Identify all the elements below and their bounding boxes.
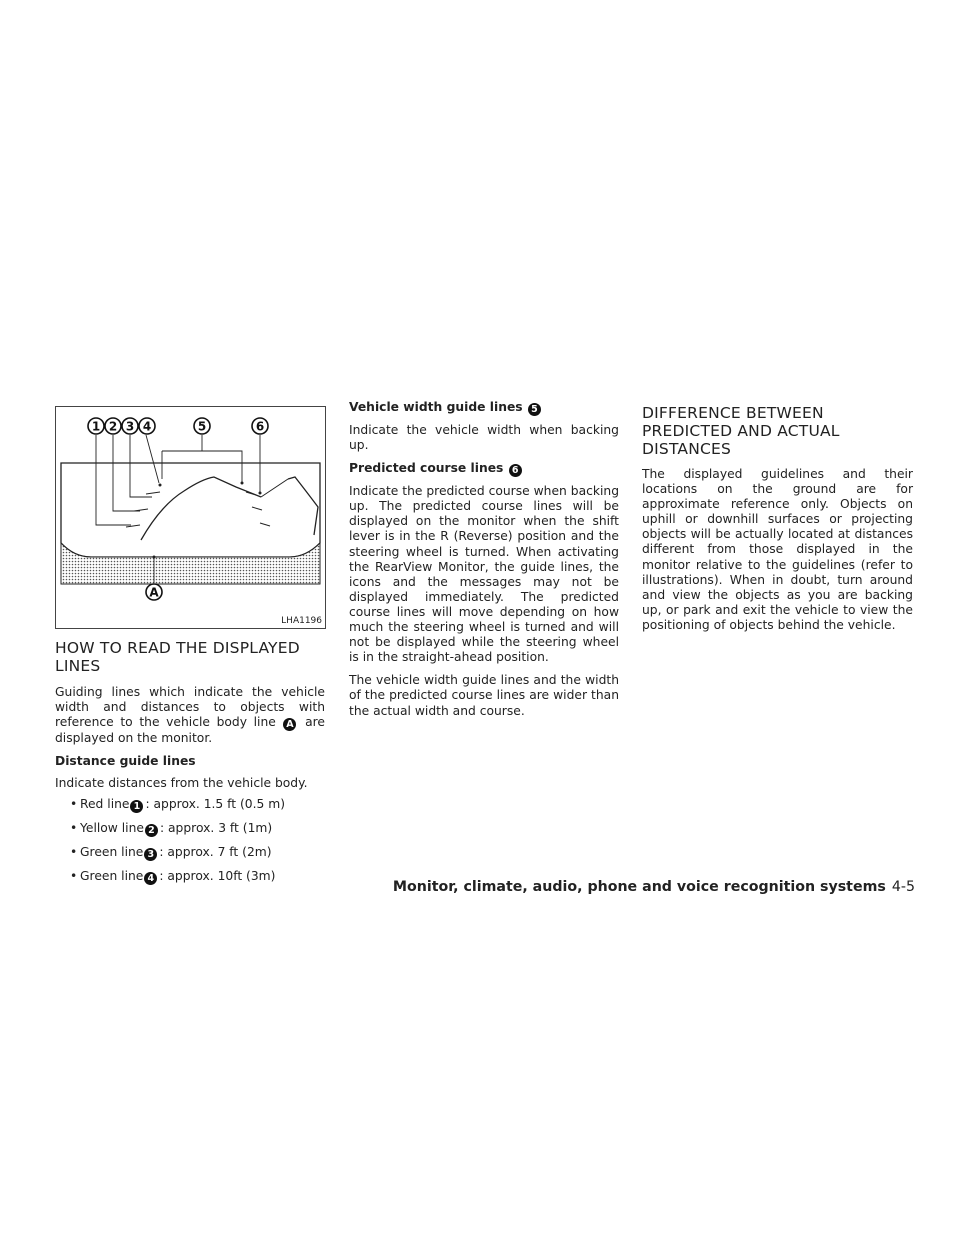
predicted-course-text: Indicate the predicted course when backing up. The predicted course lines will be displayed on the monitor when the shift lever is in the R (Reverse) position and the steering wheel is turned. When activating the RearView Monitor, the guide lines, the icons and the messages may not be displayed immediately. The predicted course lines will move depending on how much the steering wheel is turned and will not be displayed while the steering wheel is in the straight-ahead position. (349, 484, 619, 665)
callout-2 (105, 418, 121, 434)
vehicle-width-heading: Vehicle width guide lines 5 (349, 400, 619, 416)
column-2 (349, 400, 619, 727)
marker-a: A (283, 718, 296, 731)
callout-5 (194, 418, 210, 434)
intro-paragraph (55, 685, 325, 746)
svg-text:5: 5 (197, 419, 207, 434)
marker-6: 6 (509, 464, 522, 477)
callout-1 (88, 418, 104, 434)
figure-code: LHA1196 (281, 616, 322, 626)
page-number: 4-5 (891, 879, 915, 895)
section-heading-displayed-lines: HOW TO READ THE DISPLAYED LINES (55, 639, 300, 675)
column-3 (642, 400, 913, 641)
predicted-course-heading: Predicted course lines 6 (349, 461, 619, 477)
callout-6 (252, 418, 268, 434)
svg-text:4: 4 (142, 419, 152, 434)
distance-list (55, 797, 325, 885)
vehicle-width-text: Indicate the vehicle width when backing up. (349, 423, 619, 453)
distance-guide-heading: Distance guide lines (55, 754, 196, 769)
marker-3: 3 (144, 848, 157, 861)
svg-text:A: A (149, 585, 159, 600)
marker-2: 2 (145, 824, 158, 837)
list-item: • Green line 3 : approx. 7 ft (2m) (70, 845, 272, 861)
marker-5: 5 (528, 403, 541, 416)
list-item: • Yellow line 2 : approx. 3 ft (1m) (70, 821, 273, 837)
distance-intro: Indicate distances from the vehicle body. (55, 776, 308, 791)
illustration-drawing (56, 407, 325, 628)
callout-4 (139, 418, 155, 434)
callout-3 (122, 418, 138, 434)
svg-text:1: 1 (91, 419, 101, 434)
svg-text:3: 3 (125, 419, 135, 434)
difference-text: The displayed guidelines and their locations on the ground are for approximate reference only. Objects on uphill or downhill surfaces or projecting objects will be actually located at distances different from those displayed in the monitor relative to the guidelines (refer to illustrations). When in doubt, turn around and view the objects as you are backing up, or park and exit the vehicle to view the positioning of objects behind the vehicle. (642, 467, 913, 632)
svg-text:6: 6 (255, 419, 265, 434)
svg-text:2: 2 (108, 419, 118, 434)
marker-1: 1 (130, 800, 143, 813)
list-item: • Red line 1 : approx. 1.5 ft (0.5 m) (70, 797, 286, 813)
section-heading-difference: DIFFERENCE BETWEEN PREDICTED AND ACTUAL DISTANCES (642, 404, 840, 458)
intro-text-after: are displayed on the monitor. (55, 715, 325, 746)
column-1 (55, 400, 325, 893)
width-note-text: The vehicle width guide lines and the width of the predicted course lines are wider than the actual width and course. (349, 673, 619, 718)
list-item: • Green line 4 : approx. 10ft (3m) (70, 869, 276, 885)
marker-4: 4 (144, 872, 157, 885)
callout-a (146, 584, 162, 600)
page-footer (393, 879, 915, 895)
intro-text-before: Guiding lines which indicate the vehicle width and distances to objects with reference to the vehicle body line (55, 685, 325, 730)
rearview-guide-lines-illustration (55, 406, 326, 629)
footer-section-title: Monitor, climate, audio, phone and voice recognition systems (392, 879, 886, 895)
